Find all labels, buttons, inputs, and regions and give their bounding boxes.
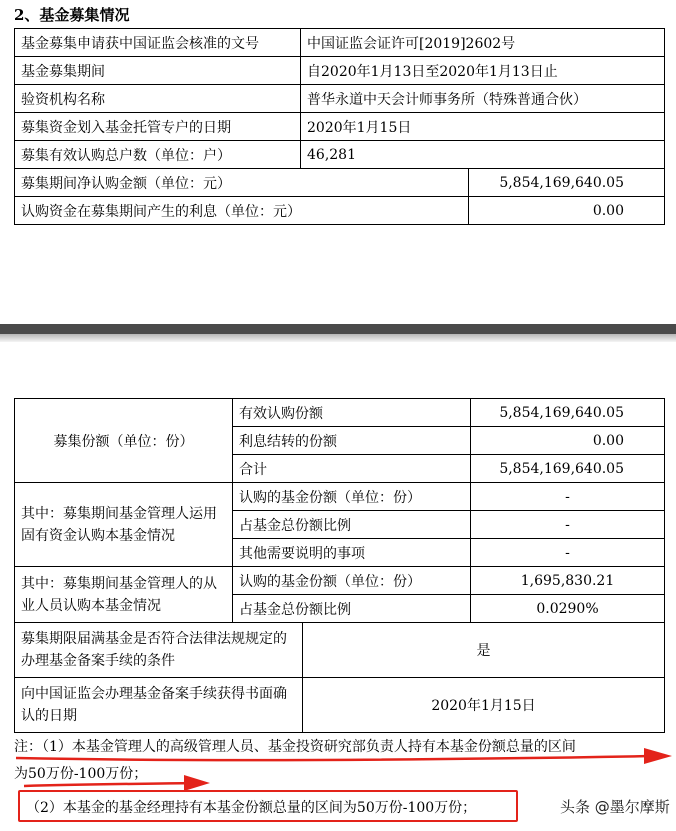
item-value: 0.00	[471, 427, 665, 455]
table-row	[15, 57, 665, 85]
item-label: 有效认购份额	[233, 399, 471, 427]
row-value: 自2020年1月13日至2020年1月13日止	[301, 57, 665, 85]
group-label: 其中：募集期间基金管理人的从业人员认购本基金情况	[15, 567, 233, 623]
row-value: 普华永道中天会计师事务所（特殊普通合伙）	[301, 85, 665, 113]
table-row	[15, 623, 665, 678]
row-value: 2020年1月15日	[301, 113, 665, 141]
item-label: 合计	[233, 455, 471, 483]
row-value: 0.00	[469, 197, 665, 225]
row-value: 中国证监会证许可[2019]2602号	[301, 29, 665, 57]
note-2: （2）本基金的基金经理持有本基金份额总量的区间为50万份-100万份；	[26, 800, 477, 816]
table-row	[15, 169, 665, 197]
note-1-line-1: 注：（1）本基金管理人的高级管理人员、基金投资研究部负责人持有本基金份额总量的区间	[14, 739, 576, 755]
item-label: 认购的基金份额（单位：份）	[233, 483, 471, 511]
table-row	[15, 197, 665, 225]
table-row	[15, 29, 665, 57]
section-heading: 2、基金募集情况	[14, 6, 130, 24]
table-row	[15, 567, 665, 595]
page-divider	[0, 324, 676, 334]
row-label: 募集有效认购总户数（单位：户）	[15, 141, 301, 169]
table-row	[15, 399, 665, 427]
item-value: 5,854,169,640.05	[471, 399, 665, 427]
item-value: 1,695,830.21	[471, 567, 665, 595]
item-value: -	[471, 539, 665, 567]
item-value: 5,854,169,640.05	[471, 455, 665, 483]
item-label: 利息结转的份额	[233, 427, 471, 455]
table-row	[15, 141, 665, 169]
page-divider-shadow	[0, 334, 676, 342]
row-label: 募集期限届满基金是否符合法律法规规定的办理基金备案手续的条件	[15, 623, 303, 678]
table-row	[15, 483, 665, 511]
table-row	[15, 113, 665, 141]
row-value: 是	[303, 623, 665, 678]
item-value: 0.0290%	[471, 595, 665, 623]
note-1-line-2: 为50万份-100万份；	[14, 766, 148, 782]
row-label: 基金募集期间	[15, 57, 301, 85]
item-value: -	[471, 511, 665, 539]
watermark: 头条 @墨尔摩斯	[560, 798, 670, 816]
item-label: 认购的基金份额（单位：份）	[233, 567, 471, 595]
fund-raising-table	[14, 28, 665, 225]
row-label: 基金募集申请获中国证监会核准的文号	[15, 29, 301, 57]
item-label: 占基金总份额比例	[233, 511, 471, 539]
row-value: 46,281	[301, 141, 665, 169]
row-label: 向中国证监会办理基金备案手续获得书面确认的日期	[15, 678, 303, 733]
red-arrow-annotation	[14, 744, 674, 766]
row-label: 募集资金划入基金托管专户的日期	[15, 113, 301, 141]
fund-shares-table	[14, 398, 665, 733]
row-label: 验资机构名称	[15, 85, 301, 113]
row-value: 5,854,169,640.05	[469, 169, 665, 197]
group-label: 募集份额（单位：份）	[15, 399, 233, 483]
group-label: 其中：募集期间基金管理人运用固有资金认购本基金情况	[15, 483, 233, 567]
item-label: 其他需要说明的事项	[233, 539, 471, 567]
table-row	[15, 85, 665, 113]
item-value: -	[471, 483, 665, 511]
row-label: 募集期间净认购金额（单位：元）	[15, 169, 469, 197]
row-label: 认购资金在募集期间产生的利息（单位：元）	[15, 197, 469, 225]
table-row	[15, 678, 665, 733]
row-value: 2020年1月15日	[303, 678, 665, 733]
item-label: 占基金总份额比例	[233, 595, 471, 623]
